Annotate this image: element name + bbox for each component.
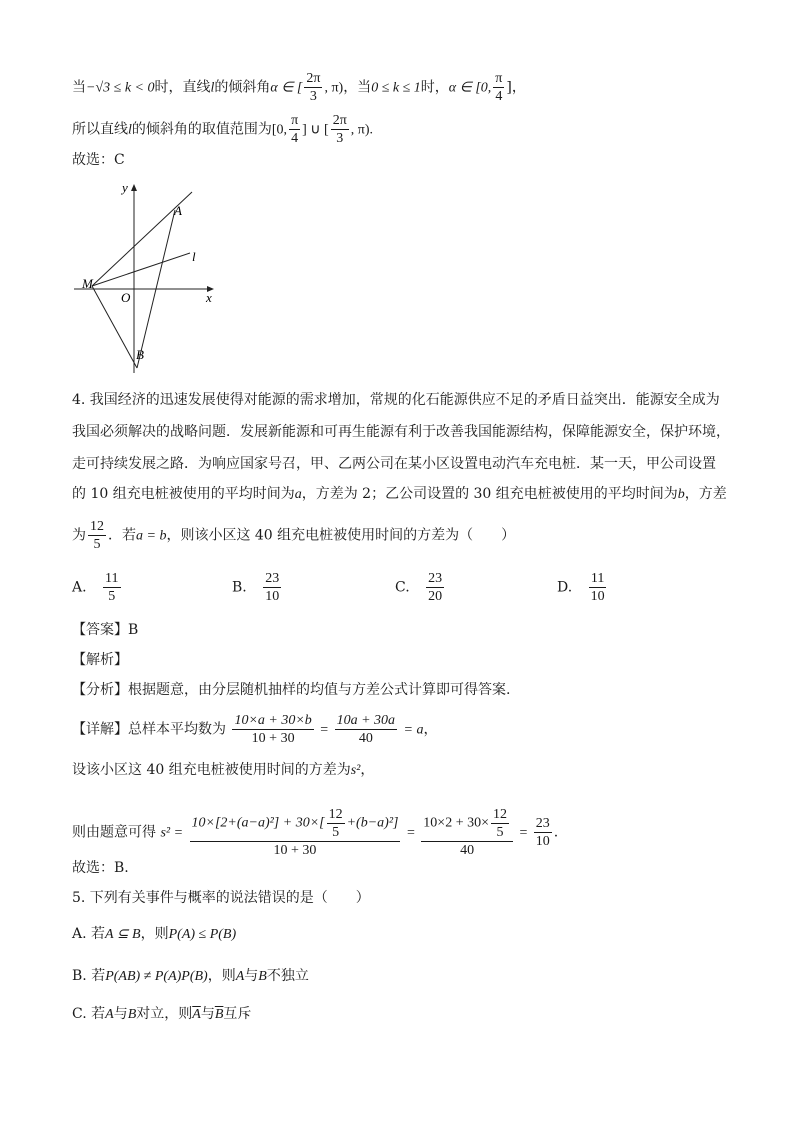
label-x: x: [206, 290, 212, 305]
solution-line-2: 所以直线l的倾斜角的取值范围为[0, $\frac{\pi}{4}$ ] ∪ [ $\frac{2\pi}{3}$ , π).: [72, 113, 374, 146]
answer-tag: 【答案】: [72, 622, 128, 638]
q4-line-2: 我国必须解决的战略问题．发展新能源和可再生能源有利于改善我国能源结构，保障能源安全，保护环境，: [72, 424, 730, 440]
calc-line: 则由题意可得 s² = 10×[2+(a−a)²] + 30×[ $\frac{12}{5}$ +(b−a)²] 10 + 30 = 10×2 + 30× $\frac{12}{5}$ 40 = $\frac{23}{10}$ .: [72, 807, 559, 858]
label-M: M: [82, 276, 93, 291]
choice-line: 故选：C: [72, 152, 125, 168]
fraction: $\frac{2\pi}{3}$: [306, 71, 321, 104]
option-b[interactable]: B. $\frac{23}{10}$: [232, 571, 280, 604]
analysis-tag: 【解析】: [72, 652, 128, 668]
variance-line: 设该小区这 40 组充电桩被使用时间的方差为s²，: [72, 762, 375, 778]
fenxi-line: 【分析】根据题意，由分层随机抽样的均值与方差公式计算即可得答案.: [72, 682, 511, 698]
line-l: [92, 253, 190, 286]
geometry-figure: [70, 178, 230, 378]
option-d[interactable]: D. $\frac{11}{10}$: [557, 571, 605, 604]
answer-line: 【答案】B: [72, 622, 139, 638]
label-O: O: [121, 290, 131, 305]
fraction: $\frac{12}{5}$: [90, 519, 104, 552]
q4-line-1: 4. 我国经济的迅速发展使得对能源的需求增加，常规的化石能源供应不足的矛盾日益突出．能源安全成为: [72, 392, 720, 408]
label-y: y: [122, 180, 128, 195]
option-a[interactable]: A. $\frac{11}{5}$: [72, 571, 119, 604]
fraction: $\frac{\pi}{4}$: [495, 71, 503, 104]
q5-option-a[interactable]: A. 若A ⊆ B，则P(A) ≤ P(B): [72, 926, 237, 942]
detail-line: 【详解】总样本平均数为 $\frac{10\times a + 30\times b}{10 + 30}$ = $\frac{10a + 30a}{40}$ = a，: [72, 713, 438, 746]
label-A: A: [174, 203, 182, 218]
q5-option-b[interactable]: B. 若P(AB) ≠ P(A)P(B)，则A与B不独立: [72, 968, 309, 984]
label-l: l: [192, 249, 196, 264]
choice-line-2: 故选：B.: [72, 860, 129, 876]
solution-line-1: 当−√3 ≤ k < 0时，直线l的倾斜角α ∈ [ $\frac{2\pi}{3}$ , π)，当0 ≤ k ≤ 1时，α ∈ [0, $\frac{\pi}{4}$ ]，: [72, 71, 526, 104]
fraction: $\frac{2\pi}{3}$: [332, 113, 347, 146]
q4-line-5: 为 $\frac{12}{5}$ ．若a = b，则该小区这 40 组充电桩被使用时间的方差为（ ）: [72, 519, 516, 552]
q4-line-4: 的 10 组充电桩被使用的平均时间为a，方差为 2；乙公司设置的 30 组充电桩被使用的平均时间为b，方差: [72, 486, 727, 502]
q5-stem: 5. 下列有关事件与概率的说法错误的是（ ）: [72, 890, 370, 906]
y-arrow: [131, 184, 137, 191]
label-B: B: [136, 347, 144, 362]
fraction: $\frac{\pi}{4}$: [291, 113, 299, 146]
option-c[interactable]: C. $\frac{23}{20}$: [395, 571, 443, 604]
q4-line-3: 走可持续发展之路．为响应国家号召，甲、乙两公司在某小区设置电动汽车充电桩．某一天，甲公司设置: [72, 456, 716, 472]
q5-option-c[interactable]: C. 若A与B对立，则$\overline{A}$与$\overline{B}$互斥: [72, 1006, 252, 1022]
